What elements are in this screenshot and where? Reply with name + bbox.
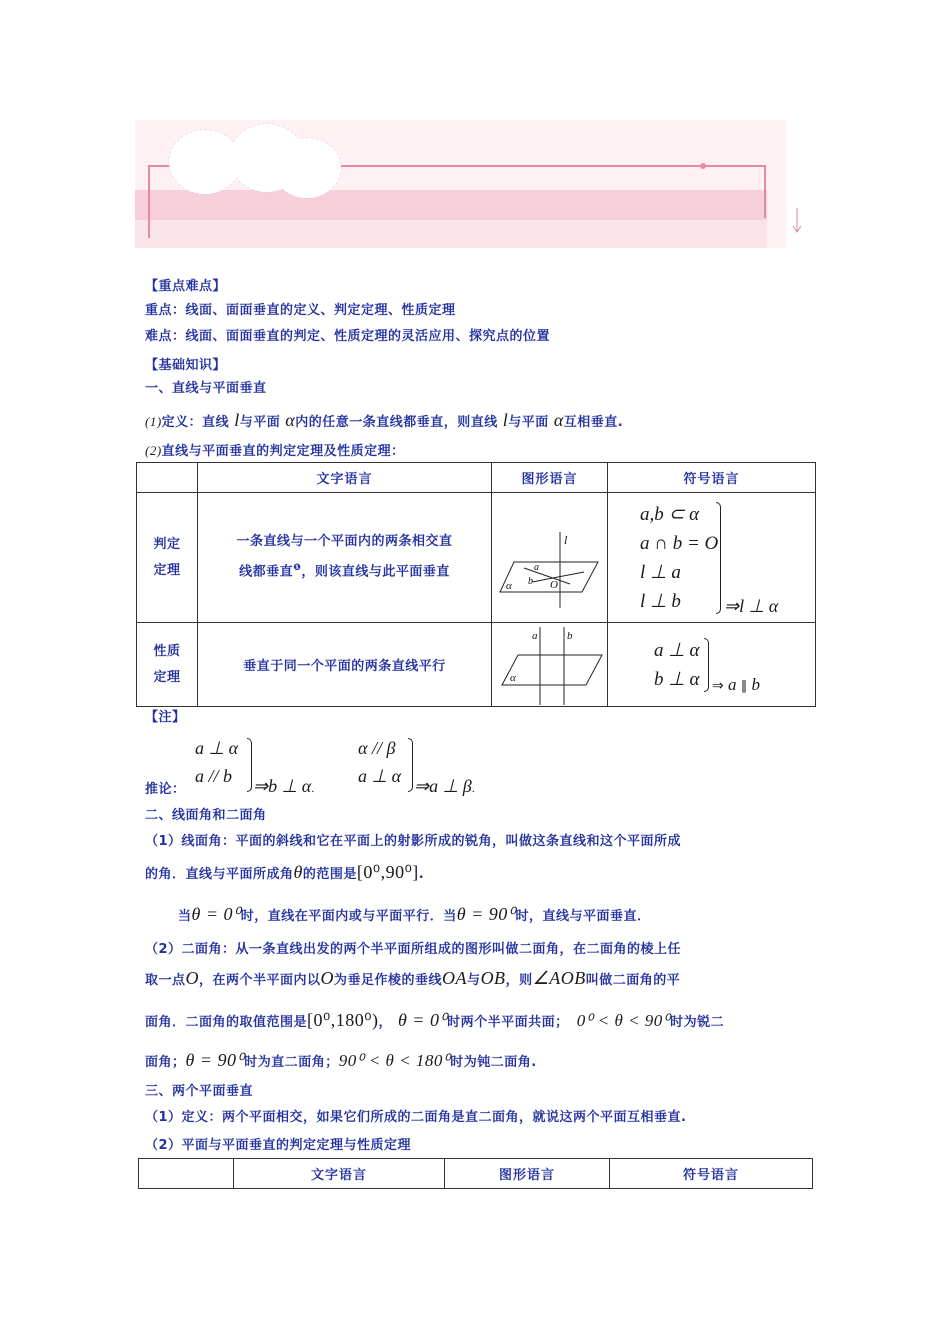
- table-header-symbol: 符号语言: [610, 1159, 813, 1189]
- note-title: 【注】: [145, 710, 186, 725]
- plane-perpendicular-intro: （2）平面与平面垂直的判定定理与性质定理: [145, 1138, 412, 1153]
- dihedral-angle-construction: 取一点O，在两个半平面内以O为垂足作棱的垂线OA与OB，则∠AOB叫做二面角的平: [145, 968, 681, 988]
- theorem-intro-line: (2)直线与平面垂直的判定定理及性质定理：: [145, 443, 405, 459]
- header-banner: [135, 120, 805, 248]
- dihedral-angle-def: （2）二面角：从一条直线出发的两个半平面所组成的图形叫做二面角，在二面角的棱上任: [145, 942, 682, 957]
- part2-title: 二、线面角和二面角: [145, 808, 267, 823]
- property-symbol: a ⊥ α b ⊥ α ⇒ a ∥ b: [608, 623, 816, 707]
- line-plane-angle-def: （1）线面角：平面的斜线和它在平面上的射影所成的锐角，叫做这条直线和这个平面所成: [145, 834, 682, 849]
- criterion-text: 一条直线与一个平面内的两条相交直 线都垂直$^❶$，则该直线与此平面垂直: [198, 493, 492, 623]
- banner-graphic: [135, 120, 805, 248]
- row-label: 性质 定理: [137, 623, 198, 707]
- table-header-text: 文字语言: [198, 463, 492, 493]
- difficult-point-text: 难点：线面、面面垂直的判定、性质定理的灵活应用、探究点的位置: [145, 329, 551, 344]
- brace: [716, 502, 721, 614]
- property-figure: [492, 623, 608, 707]
- svg-text:a: a: [531, 629, 537, 642]
- basic-knowledge-title: 【基础知识】: [145, 358, 227, 373]
- svg-text:a: a: [533, 561, 539, 573]
- property-text: 垂直于同一个平面的两条直线平行: [198, 623, 492, 707]
- table-row-criterion: [137, 493, 816, 623]
- svg-text:α: α: [505, 579, 512, 592]
- corollary-1: a ⊥ α a // b ⇒b ⊥ α.: [195, 738, 315, 796]
- plane-perpendicular-def: （1）定义：两个平面相交，如果它们所成的二面角是直二面角，就说这两个平面互相垂直.: [145, 1110, 687, 1125]
- table-header-text: 文字语言: [234, 1159, 445, 1189]
- key-points-title: 【重点难点】: [145, 279, 227, 294]
- brace: [704, 638, 709, 692]
- svg-text:b: b: [527, 575, 533, 587]
- brace: [408, 738, 413, 792]
- row-label: 判定 定理: [137, 493, 198, 623]
- dihedral-angle-range: 面角．二面角的取值范围是[0⁰,180⁰)， θ = 0⁰时两个半平面共面； 0⁰ < θ < 90⁰时为锐二: [145, 1010, 725, 1030]
- brace: [247, 738, 252, 792]
- table-header-symbol: 符号语言: [608, 463, 816, 493]
- part1-title: 一、直线与平面垂直: [145, 381, 267, 396]
- corollary-label: 推论：: [145, 782, 186, 797]
- table-row-property: [137, 623, 816, 707]
- svg-text:l: l: [563, 532, 567, 547]
- table-header-empty: [137, 463, 198, 493]
- dihedral-angle-types: 面角；θ = 90⁰时为直二面角；90⁰ < θ < 180⁰时为钝二面角.: [145, 1050, 537, 1070]
- table-header-figure: 图形语言: [445, 1159, 610, 1189]
- svg-text:O: O: [549, 578, 558, 591]
- line-plane-table: [136, 462, 816, 707]
- table-header-figure: 图形语言: [492, 463, 608, 493]
- plane-plane-table: [138, 1158, 813, 1189]
- angle-special-cases: 当θ = 0⁰时，直线在平面内或与平面平行．当θ = 90⁰时，直线与平面垂直．: [178, 904, 651, 924]
- part3-title: 三、两个平面垂直: [145, 1084, 254, 1099]
- parallel-lines-diagram: [494, 625, 606, 705]
- svg-text:b: b: [566, 629, 572, 642]
- criterion-symbol: a,b ⊂ α a ∩ b = O l ⊥ a l ⊥ b ⇒l ⊥ α: [608, 493, 816, 623]
- line-plane-angle-range: 的角．直线与平面所成角θ的范围是[0⁰,90⁰].: [145, 862, 425, 882]
- def-num: (1): [145, 414, 162, 429]
- corollary-2: α // β a ⊥ α ⇒a ⊥ β.: [358, 738, 475, 796]
- perpendicular-plane-diagram: [494, 508, 606, 608]
- key-point-text: 重点：线面、面面垂直的定义、判定定理、性质定理: [145, 303, 456, 318]
- definition-line: (1)定义：直线 l与平面 α内的任意一条直线都垂直，则直线 l与平面 α互相垂直.: [145, 410, 624, 430]
- svg-text:α: α: [509, 671, 516, 684]
- criterion-figure: [492, 493, 608, 623]
- table-header-empty: [139, 1159, 234, 1189]
